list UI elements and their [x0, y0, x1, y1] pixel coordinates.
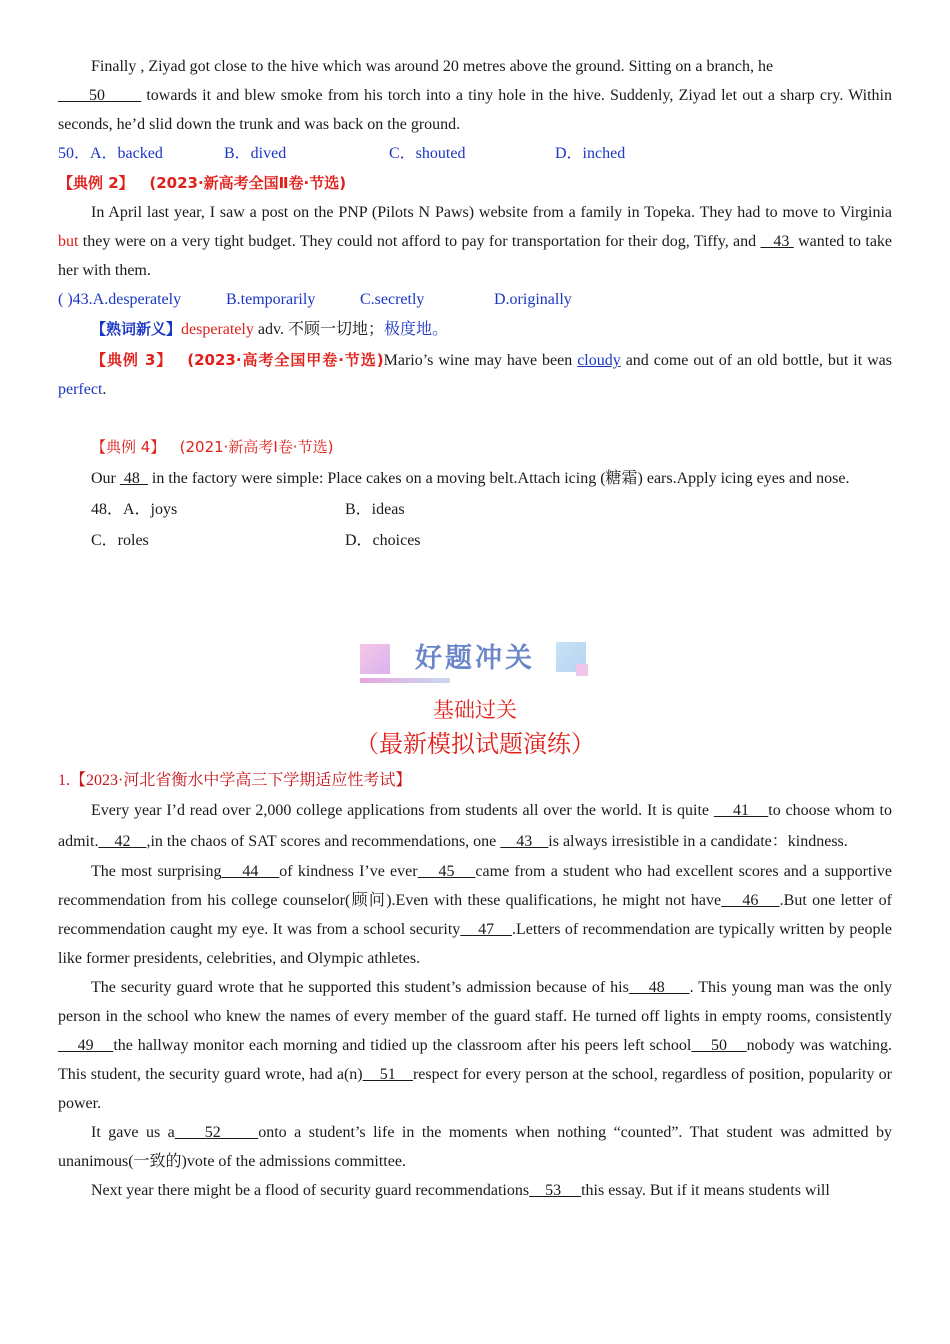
q1-para-1 — [58, 796, 892, 857]
blank-44: 44 — [221, 863, 280, 880]
ex4-text-2: in the factory were simple: Place cakes on a moving belt.Attach icing (糖霜) ears.Apply icing eyes and nose. — [147, 470, 850, 487]
ex4-source: (2021·新高考Ⅰ卷·节选) — [179, 438, 334, 456]
blank-53: 53 — [529, 1182, 582, 1199]
ex4-option-c: C．roles — [91, 532, 149, 549]
spacer — [58, 404, 892, 432]
banner-square-left — [360, 644, 390, 674]
blank-43: 43 — [500, 832, 549, 850]
note-meaning: 极度地。 — [383, 321, 448, 338]
ex50-passage — [58, 52, 892, 139]
blank-48: 48 — [628, 979, 690, 996]
q1-text: . This young man was the only person in the school who knew the names of every member of the guard staff. He turned off lights in empty rooms, consistently — [58, 979, 893, 1025]
ex2-note — [58, 315, 892, 344]
banner-underline — [360, 678, 450, 683]
ex2-passage — [58, 198, 892, 285]
ex2-label: 【典例 2】 — [58, 174, 134, 192]
note-label: 【熟词新义】 — [91, 320, 182, 338]
q1-text: onto a student’s life in the moments when nothing “counted”. That student was admitted by unanimous(一致的)vote of the admissions committee. — [58, 1124, 892, 1170]
section-title: 基础过关 — [433, 698, 517, 722]
ex50-text-1: Finally , Ziyad got close to the hive which was around 20 metres above the ground. Sitting on a branch, he — [91, 58, 774, 75]
q1-text: The most surprising — [91, 863, 222, 880]
ex2-heading — [58, 169, 892, 198]
blank-50: 50 — [58, 87, 142, 104]
section-banner — [360, 642, 590, 688]
ex4-passage — [58, 463, 892, 494]
ex2-option-d: D.originally — [494, 291, 572, 308]
ex3-text-2: and come out of an old bottle, but it was — [620, 352, 892, 369]
blank-45: 45 — [417, 863, 476, 880]
ex50-text-2: towards it and blew smoke from his torch into a tiny hole in the hive. Suddenly, Ziyad let out a sharp cry. Within seconds, he’d slid down the trunk and was back on the ground. — [58, 87, 893, 133]
ex2-option-a: ( )43.A.desperately — [58, 291, 182, 308]
q1-text: Every year I’d read over 2,000 college applications from students all over the world. It is quite — [91, 802, 714, 819]
ex4-options-row2 — [58, 525, 892, 556]
ex2-option-b: B.temporarily — [226, 291, 316, 308]
q1-text: ,in the chaos of SAT scores and recommendations, one — [146, 832, 501, 850]
blank-41: 41 — [713, 802, 769, 819]
ex4-option-b: B．ideas — [345, 501, 405, 518]
ex3-passage — [58, 346, 892, 404]
banner-square-small — [576, 664, 588, 676]
note-pos: adv. 不顾一切地； — [253, 321, 384, 338]
option-a: 50．A．backed — [58, 145, 163, 162]
ex4-option-a: 48．A．joys — [91, 501, 178, 518]
ex3-text-3: . — [102, 381, 107, 398]
q1-text: Next year there might be a flood of security guard recommendations — [91, 1182, 530, 1199]
ex3-perfect: perfect — [58, 381, 103, 398]
ex4-option-d: D．choices — [345, 532, 421, 549]
ex2-source: (2023·新高考全国Ⅱ卷·节选) — [149, 174, 347, 192]
cloudy-link[interactable]: cloudy — [577, 352, 621, 369]
blank-52: 52 — [174, 1124, 259, 1141]
q1-para-2 — [58, 857, 892, 973]
blank-48: 48 — [119, 470, 148, 487]
q1-text: respect for every person at the school, regardless of position, popularity or power. — [58, 1066, 893, 1112]
ex3-label: 【典例 3】 — [91, 351, 173, 369]
q1-source: 1.【2023·河北省衡水中学高三下学期适应性考试】 — [58, 772, 412, 789]
note-word: desperately — [181, 321, 254, 338]
page-content — [58, 52, 892, 1205]
q1-text: this essay. But if it means students will — [581, 1182, 830, 1199]
q1-text: .But one letter of recommendation caught my eye. It was from a school security — [58, 892, 892, 938]
q1-para-5 — [58, 1176, 892, 1205]
q1-para-4 — [58, 1118, 892, 1176]
ex3-source: (2023·高考全国甲卷·节选) — [187, 351, 384, 369]
blank-46: 46 — [721, 892, 780, 909]
q1-para-3 — [58, 973, 892, 1118]
q1-text: came from a student who had excellent scores and a supportive recommendation from his college counselor(顾问).Even with these qualifications, he might not have — [58, 863, 893, 909]
option-d: D．inched — [555, 145, 626, 162]
ex4-text-1: Our — [91, 470, 120, 487]
ex4-options-row1 — [58, 494, 892, 525]
ex4-heading — [58, 432, 892, 463]
q1-text: of kindness I’ve ever — [279, 863, 418, 880]
q1-text: nobody was watching. This student, the security guard wrote, had a(n) — [58, 1037, 893, 1083]
q1-text: It gave us a — [91, 1124, 175, 1141]
option-b: B．dived — [224, 145, 287, 162]
ex2-option-c: C.secretly — [360, 291, 425, 308]
banner-title: 好题冲关 — [415, 643, 535, 674]
q1-text: The security guard wrote that he supported this student’s admission because of his — [91, 979, 629, 996]
blank-50: 50 — [691, 1037, 747, 1054]
blank-49: 49 — [58, 1037, 114, 1054]
ex2-text-1: In April last year, I saw a post on the PNP (Pilots N Paws) website from a family in Topeka. They had to move to Virginia — [91, 204, 892, 221]
section-subtitle: （最新模拟试题演练） — [355, 732, 595, 758]
ex2-text-2: they were on a very tight budget. They could not afford to pay for transportation for their dog, Tiffy, and — [78, 233, 761, 250]
q1-text: the hallway monitor each morning and tidied up the classroom after his peers left school — [113, 1037, 692, 1054]
blank-42: 42 — [98, 832, 147, 850]
blank-51: 51 — [362, 1066, 413, 1083]
blank-43: 43 — [760, 233, 794, 250]
q1-text: is always irresistible in a candidate：kindness. — [548, 832, 848, 850]
q1-text: to choose whom to admit. — [58, 802, 892, 850]
ex2-but: but — [58, 233, 79, 250]
ex2-text-3: wanted to take her with them. — [58, 233, 893, 279]
ex2-options — [58, 285, 892, 315]
blank-47: 47 — [460, 921, 512, 938]
option-c: C．shouted — [389, 145, 466, 162]
ex3-text-1: Mario’s wine may have been — [383, 352, 578, 369]
ex50-options — [58, 139, 892, 169]
q1-text: .Letters of recommendation are typically written by people like former presidents, celebrities, and Olympic athletes. — [58, 921, 893, 967]
ex4-label: 【典例 4】 — [91, 438, 166, 456]
